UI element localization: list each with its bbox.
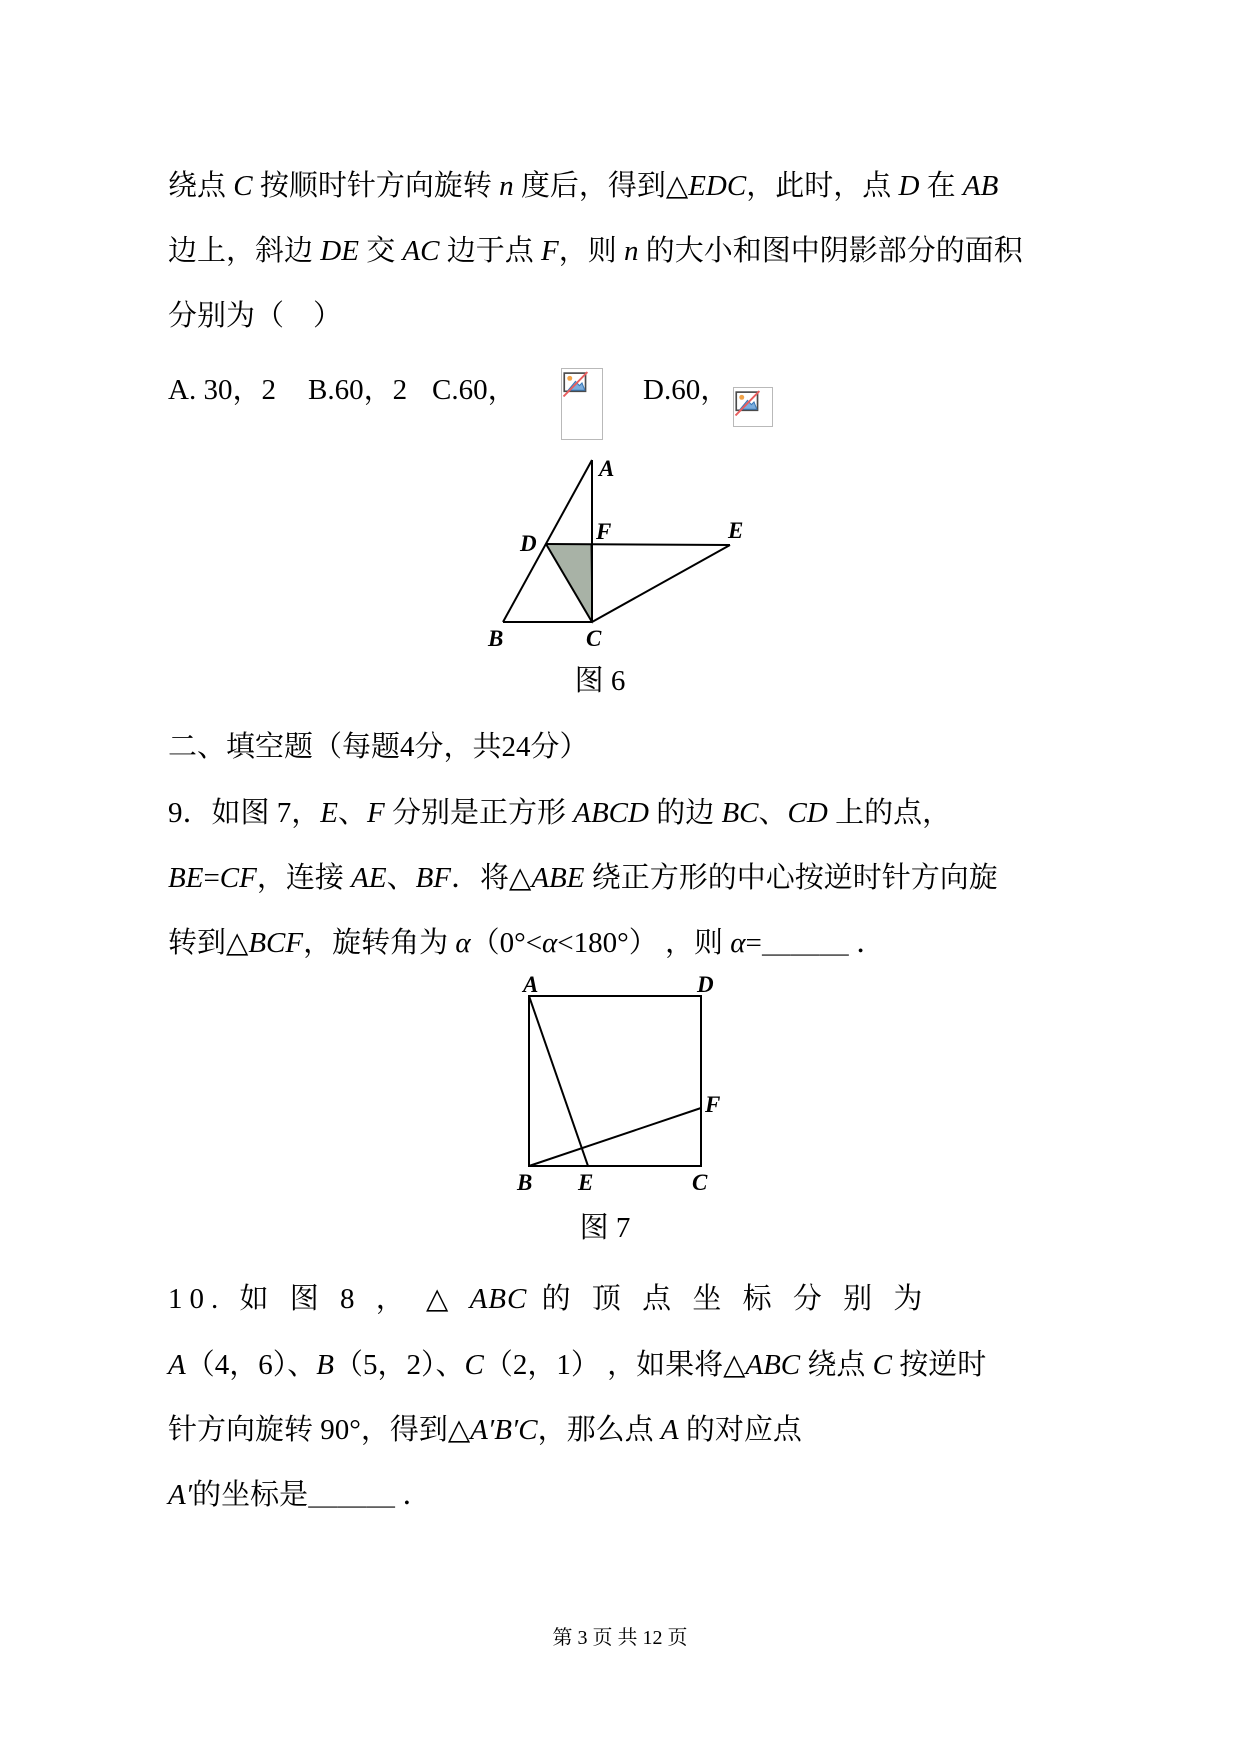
figure-6: [440, 443, 760, 660]
fig7-label-b: B: [517, 1170, 533, 1195]
option-d: D.60，: [643, 374, 730, 406]
fig6-label-c: C: [586, 626, 602, 651]
q8-line-3: 分别为（ ）: [168, 300, 343, 332]
fig7-label-c: C: [692, 1170, 708, 1195]
figure-7-caption: 图 7: [579, 1212, 631, 1244]
q9-line-3: 转到△BCF，旋转角为 α（0°<α<180°） ，则 α=＿＿＿ ．: [168, 927, 886, 959]
fig7-square-diagram: [505, 976, 755, 1198]
broken-image-icon: [563, 370, 590, 397]
fig7-label-f: F: [705, 1092, 721, 1117]
option-a: A. 30，2: [168, 374, 276, 406]
q9-line-2: BE=CF，连接 AE、BF．将△ABE 绕正方形的中心按逆时针方向旋: [168, 862, 998, 894]
fig7-label-a: A: [523, 976, 539, 997]
figure-7: [505, 976, 755, 1203]
fig6-label-b: B: [488, 626, 504, 651]
fig6-label-f: F: [596, 519, 612, 544]
option-b: B.60，2: [308, 374, 408, 406]
fig7-label-e: E: [578, 1170, 594, 1195]
option-c-image-placeholder: [561, 368, 603, 440]
option-d-image-placeholder: [733, 387, 773, 427]
q10-line-4: A′的坐标是＿＿＿ ．: [168, 1479, 432, 1511]
figure-6-caption: 图 6: [574, 665, 626, 697]
fig7-label-d: D: [697, 976, 714, 997]
fig6-label-d: D: [520, 531, 537, 556]
page-footer: 第 3 页 共 12 页: [552, 1627, 688, 1649]
section-2-title: 二、填空题（每题4分，共24分）: [168, 731, 589, 763]
fig6-triangle-diagram: [440, 443, 760, 655]
broken-image-icon: [735, 389, 762, 416]
fig6-label-a: A: [599, 456, 615, 481]
q8-line-2: 边上，斜边 DE 交 AC 边于点 F，则 n 的大小和图中阴影部分的面积: [168, 235, 1023, 267]
q9-line-1: 9．如图 7，E、F 分别是正方形 ABCD 的边 BC、CD 上的点，: [168, 797, 952, 829]
q10-line-3: 针方向旋转 90°，得到△A′B′C，那么点 A 的对应点: [168, 1414, 802, 1446]
option-c: C.60，: [432, 374, 517, 406]
fig6-label-e: E: [728, 518, 744, 543]
q8-line-1: 绕点 C 按顺时针方向旋转 n 度后，得到△EDC，此时，点 D 在 AB: [168, 170, 999, 202]
q10-line-2: A（4，6）、B（5，2）、C（2，1） ，如果将△ABC 绕点 C 按逆时: [168, 1349, 987, 1381]
q10-line-1: 10. 如 图 8 ， △ ABC 的 顶 点 坐 标 分 别 为: [168, 1283, 930, 1315]
